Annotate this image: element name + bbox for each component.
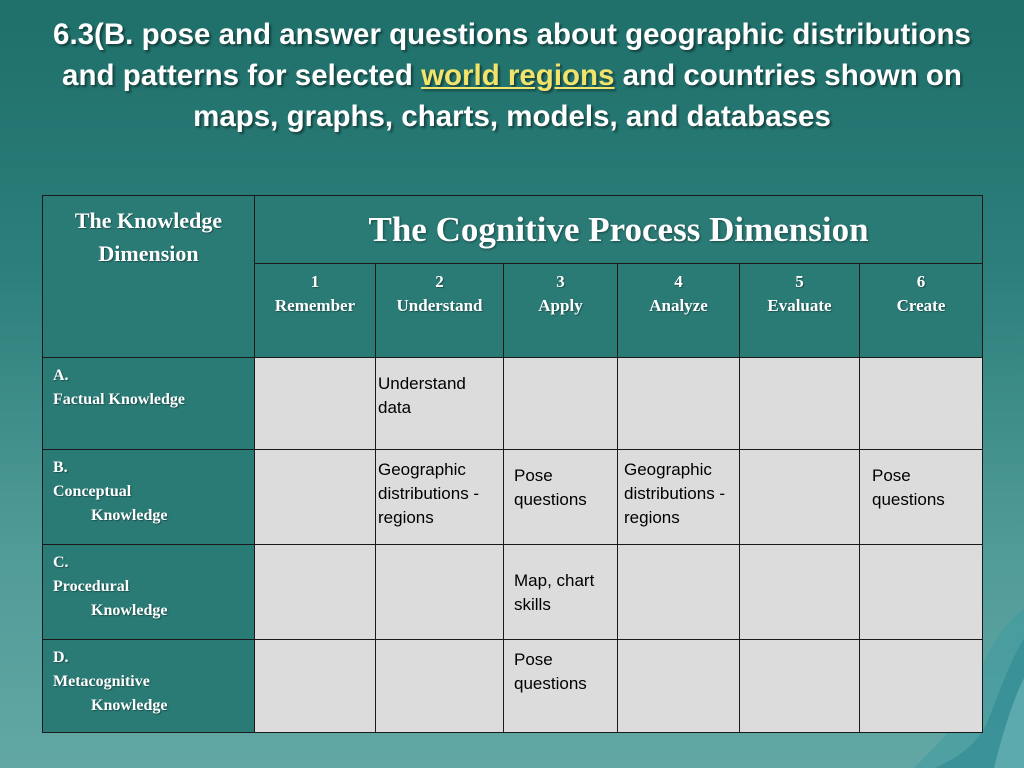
row-label: Procedural <box>53 578 130 595</box>
row-header-metacognitive <box>43 640 255 733</box>
table-cell: Pose questions <box>504 640 618 733</box>
knowledge-dimension-header: The Knowledge Dimension <box>43 196 255 358</box>
table-cell <box>860 545 983 640</box>
world-regions-link[interactable]: world regions <box>421 59 615 92</box>
column-header-remember <box>255 264 376 358</box>
column-number: 1 <box>310 272 320 291</box>
table-cell <box>618 640 740 733</box>
column-number: 6 <box>916 272 926 291</box>
row-label-continued: Knowledge <box>91 507 168 524</box>
column-label: Apply <box>538 296 583 315</box>
column-label: Analyze <box>649 296 708 315</box>
column-header-understand <box>376 264 504 358</box>
table-cell: Geographic distributions - regions <box>376 450 504 545</box>
row-letter: B. <box>53 459 68 476</box>
row-label-continued: Knowledge <box>91 697 168 714</box>
table-cell <box>618 358 740 450</box>
column-header-apply <box>504 264 618 358</box>
cognitive-process-header: The Cognitive Process Dimension <box>255 196 983 264</box>
row-letter: C. <box>53 554 69 571</box>
row-label: Factual Knowledge <box>53 391 185 408</box>
table-cell: Pose questions <box>504 450 618 545</box>
column-label: Understand <box>396 296 483 315</box>
column-header-evaluate <box>740 264 860 358</box>
column-label: Remember <box>274 296 356 315</box>
column-header-create <box>860 264 983 358</box>
table-cell <box>740 358 860 450</box>
column-label: Create <box>896 296 946 315</box>
table-cell <box>255 358 376 450</box>
title-text-2: and countries shown on maps, graphs, charts, models, and databases <box>193 59 962 133</box>
slide-title <box>40 14 984 137</box>
table-cell <box>740 640 860 733</box>
row-label: Conceptual <box>53 483 132 500</box>
table-cell <box>618 545 740 640</box>
column-header-analyze <box>618 264 740 358</box>
table-cell: Map, chart skills <box>504 545 618 640</box>
table-cell: Geographic distributions - regions <box>618 450 740 545</box>
row-letter: A. <box>53 367 69 384</box>
table-cell: Understand data <box>376 358 504 450</box>
taxonomy-table <box>42 195 983 733</box>
table-cell <box>504 358 618 450</box>
column-number: 4 <box>674 272 683 291</box>
column-label: Evaluate <box>767 296 832 315</box>
column-number: 2 <box>435 272 444 291</box>
table-cell <box>376 640 504 733</box>
table-cell <box>255 545 376 640</box>
table-cell <box>860 358 983 450</box>
table-cell <box>255 450 376 545</box>
row-label-continued: Knowledge <box>91 602 168 619</box>
row-label: Metacognitive <box>53 673 150 690</box>
table-cell <box>740 450 860 545</box>
row-header-factual <box>43 358 255 450</box>
table-cell <box>740 545 860 640</box>
table-cell <box>255 640 376 733</box>
column-number: 3 <box>556 272 565 291</box>
row-header-procedural <box>43 545 255 640</box>
row-letter: D. <box>53 649 69 666</box>
table-cell <box>376 545 504 640</box>
column-number: 5 <box>795 272 804 291</box>
row-header-conceptual <box>43 450 255 545</box>
table-cell <box>860 640 983 733</box>
title-text-1: 6.3(B. pose and answer questions about geographic distributions and patterns for selected <box>53 18 971 92</box>
table-cell: Pose questions <box>860 450 983 545</box>
